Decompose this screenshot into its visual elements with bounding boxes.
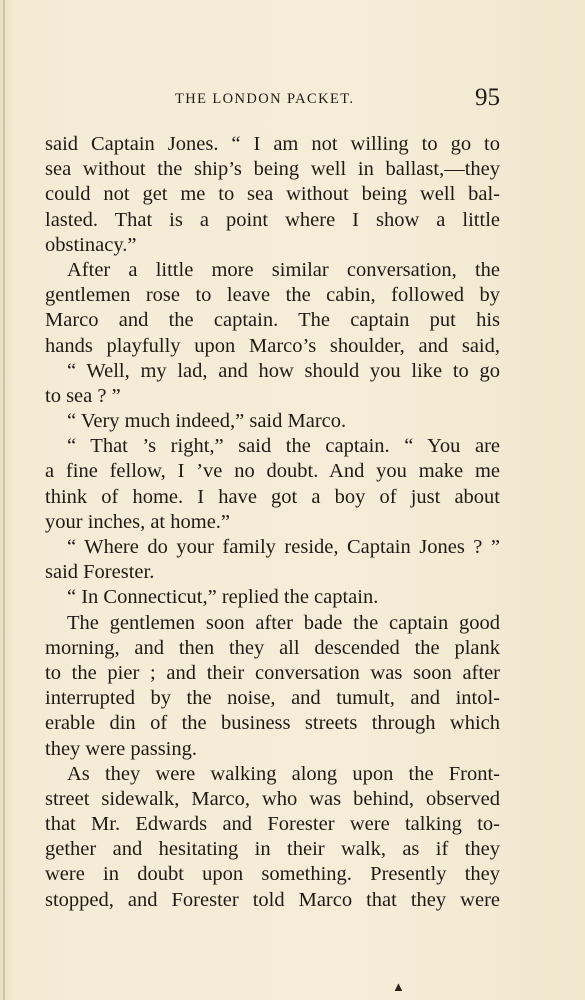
text-line: erable din of the business streets through which (45, 712, 500, 735)
text-line: sea without the ship’s being well in ballast,—they (45, 158, 500, 181)
binding-gutter (3, 0, 5, 1000)
text-line: As they were walking along upon the Front- (67, 762, 500, 785)
text-line: to sea ? ” (45, 384, 121, 407)
text-line: Marco and the captain. The captain put his (45, 309, 500, 332)
text-line: they were passing. (45, 737, 197, 760)
text-line: After a little more similar conversation, the (67, 258, 500, 281)
text-line: obstinacy.” (45, 233, 137, 256)
text-line: “ Where do your family reside, Captain Jones ? ” (67, 536, 500, 558)
text-line: think of home. I have got a boy of just about (45, 485, 500, 508)
text-line: “ In Connecticut,” replied the captain. (67, 586, 379, 609)
text-line: gentlemen rose to leave the cabin, followed by (45, 284, 500, 307)
body-text (45, 132, 500, 913)
text-line: lasted. That is a point where I show a little (45, 208, 500, 231)
text-line: gether and hesitating in their walk, as if they (45, 838, 500, 861)
text-line: interrupted by the noise, and tumult, and intol- (45, 687, 500, 710)
printer-mark-icon: ▲ (392, 979, 405, 994)
text-line: said Captain Jones. “ I am not willing to go to (45, 133, 500, 155)
text-line: The gentlemen soon after bade the captain good (67, 611, 500, 634)
text-line: street sidewalk, Marco, who was behind, observed (45, 787, 500, 810)
text-line: could not get me to sea without being well bal- (45, 183, 500, 206)
text-line: to the pier ; and their conversation was soon after (45, 661, 500, 684)
text-line: that Mr. Edwards and Forester were talking to- (45, 813, 500, 836)
page-header (45, 84, 500, 118)
text-line: your inches, at home.” (45, 510, 231, 533)
page-number: 95 (475, 84, 500, 111)
text-line: “ That ’s right,” said the captain. “ You are (67, 435, 500, 458)
text-line: a fine fellow, I ’ve no doubt. And you make me (45, 460, 500, 483)
running-head: THE LONDON PACKET. (175, 91, 355, 107)
text-line: “ Very much indeed,” said Marco. (67, 410, 347, 433)
text-line: morning, and then they all descended the plank (45, 636, 500, 659)
text-line: stopped, and Forester told Marco that they were (45, 888, 500, 911)
text-line: “ Well, my lad, and how should you like to go (67, 359, 500, 382)
text-line: were in doubt upon something. Presently they (45, 863, 500, 886)
text-line: hands playfully upon Marco’s shoulder, and said, (45, 334, 500, 357)
text-line: said Forester. (45, 561, 155, 584)
